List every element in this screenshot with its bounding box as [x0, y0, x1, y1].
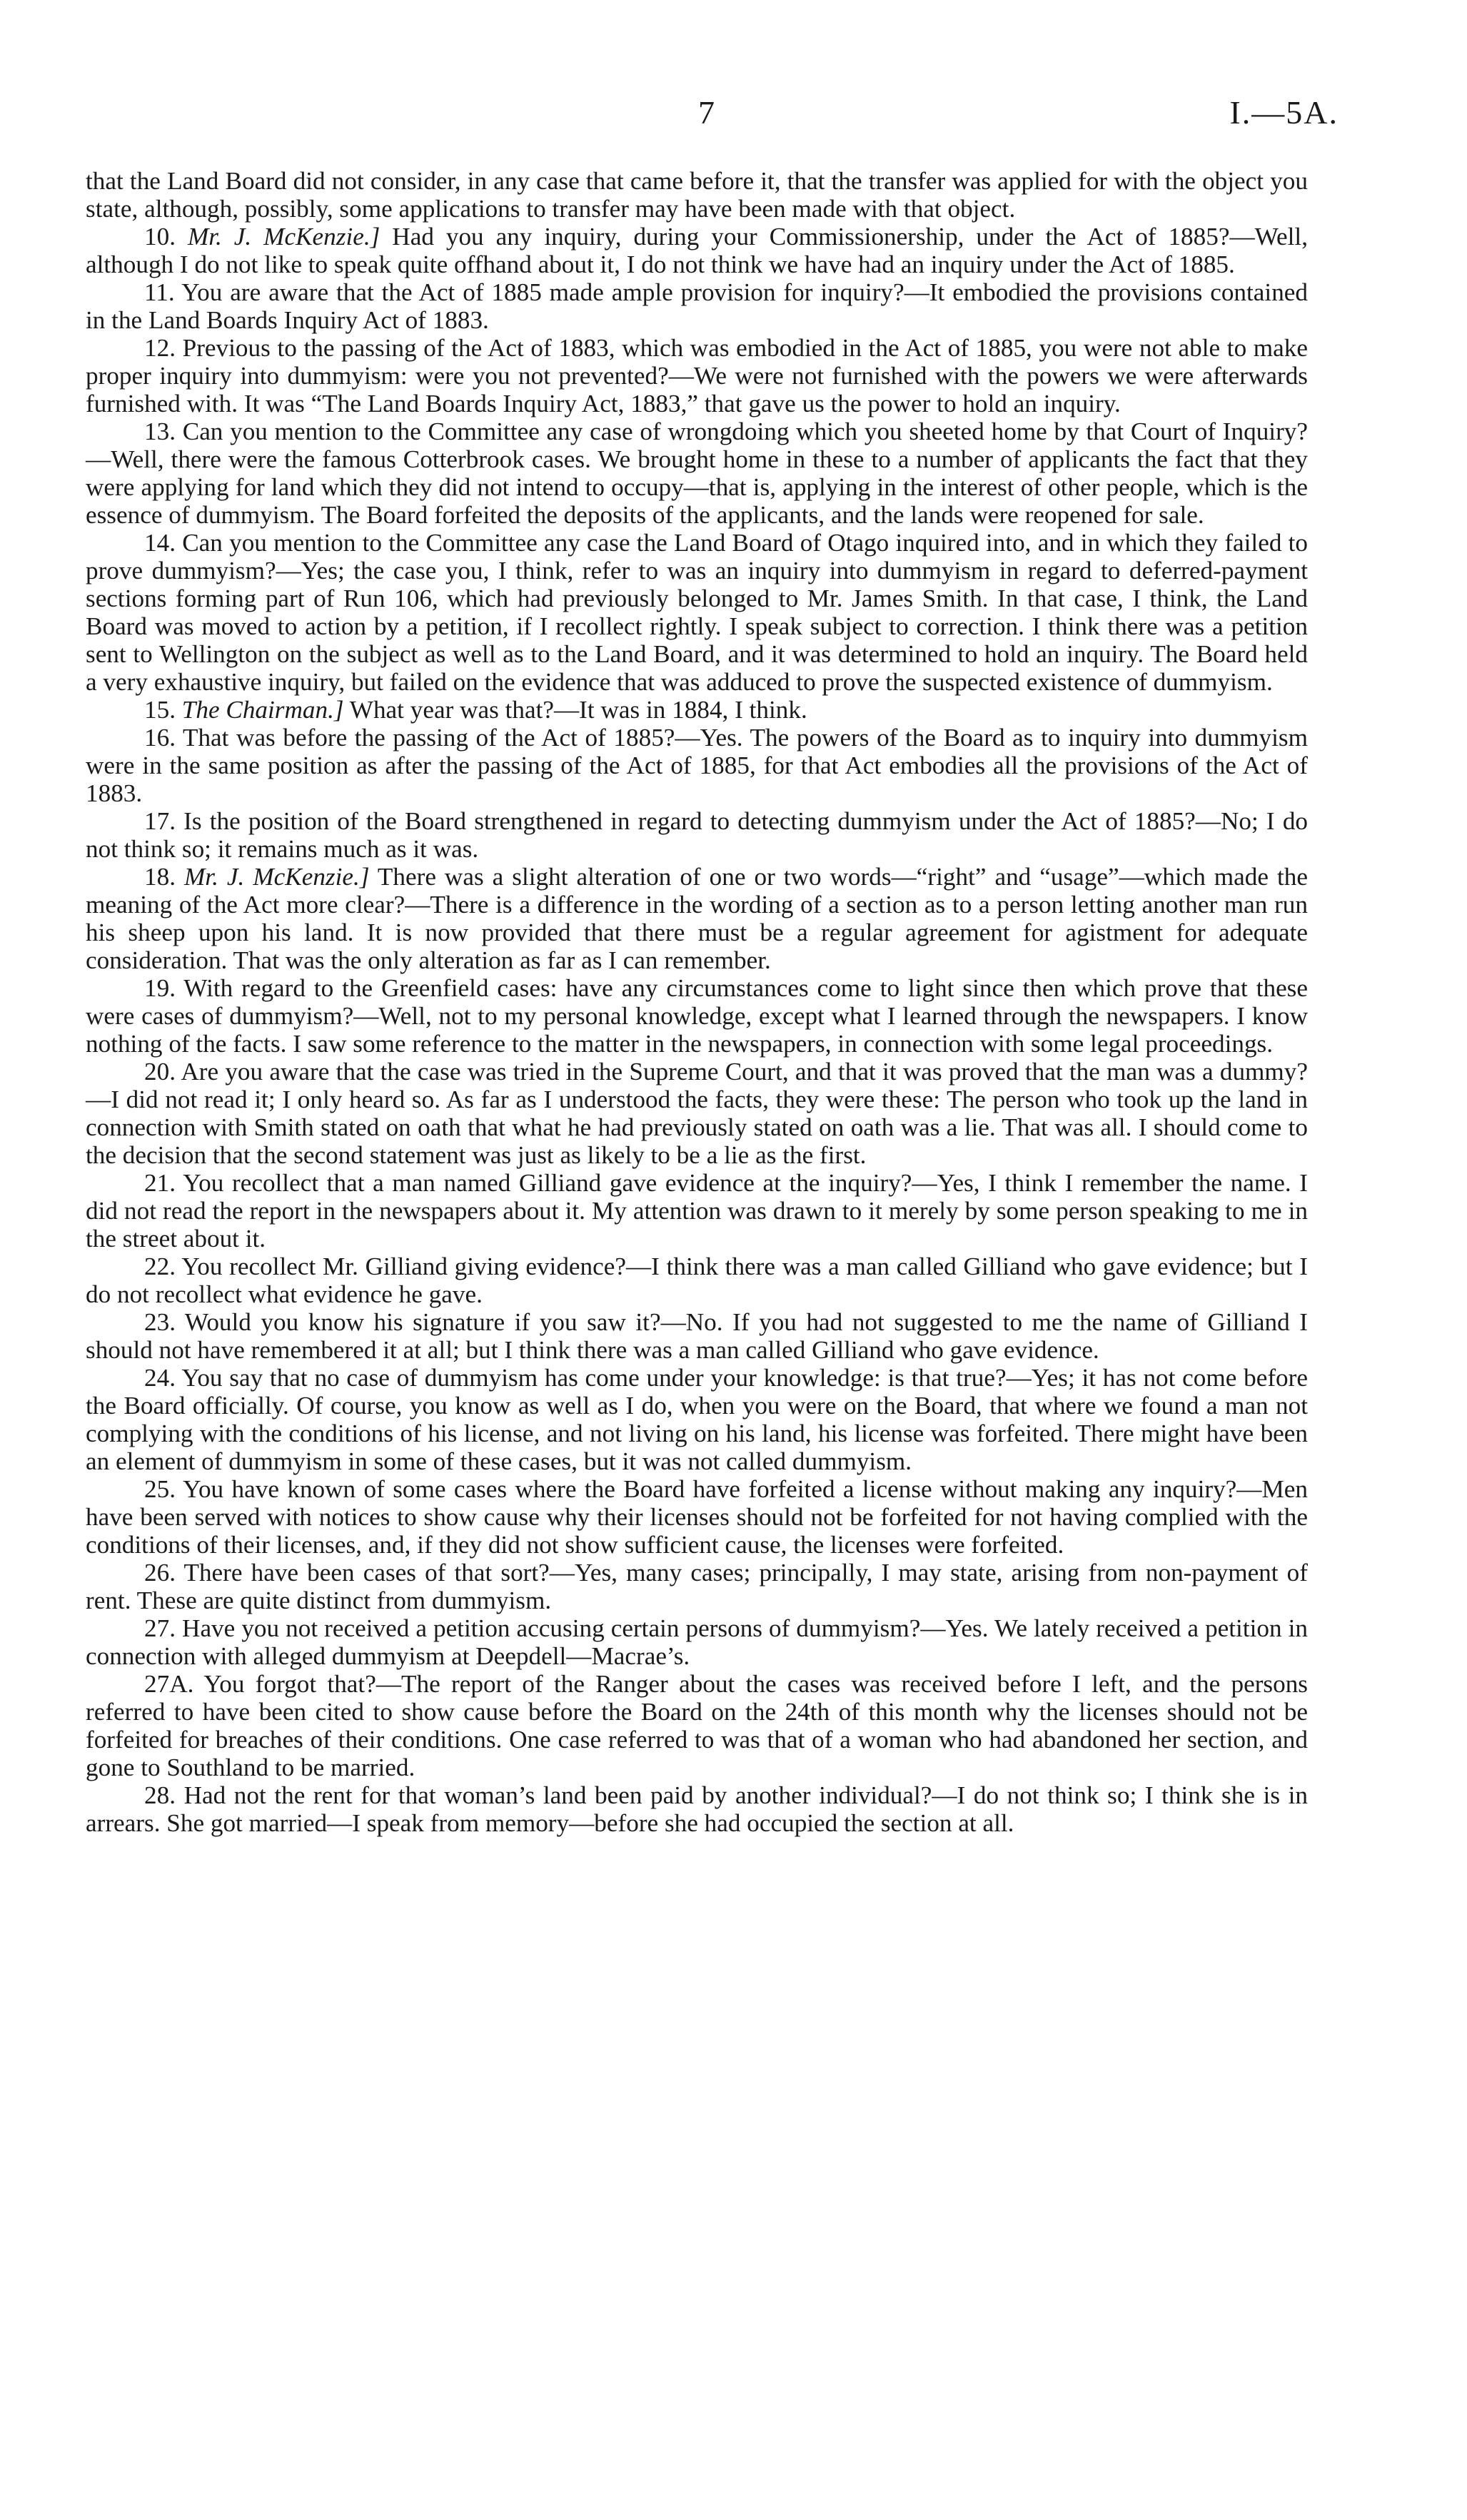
question-number: 11. [144, 278, 175, 306]
question-number: 26. [144, 1559, 176, 1587]
question-text: You forgot that?—The report of the Ranger about the cases was received before I left, and the persons referred to have been cited to show cause before the Board on the 24th of this month why the licenses should not be forfeited for breaches of their conditions. One case referred to was that of a woman who had abandoned her section, and gone to Southland to be married. [86, 1670, 1308, 1781]
question-paragraph [86, 223, 1308, 278]
question-text: Had you any inquiry, during your Commissionership, under the Act of 1885?—Well, although I do not like to speak quite offhand about it, I do not think we have had an inquiry under the Act of 1885. [86, 223, 1308, 278]
question-paragraph [86, 1253, 1308, 1308]
question-number: 10. [144, 223, 176, 251]
speaker-name: Mr. J. McKenzie.] [184, 863, 370, 891]
question-number: 16. [144, 724, 176, 752]
question-text: Can you mention to the Committee any case of wrongdoing which you sheeted home by that Court of Inquiry?—Well, there were the famous Cotterbrook cases. We brought home in these to a number of applicants the fact that they were applying for land which they did not intend to occupy—that is, applying in the interest of other people, which is the essence of dummyism. The Board forfeited the deposits of the applicants, and the lands were reopened for sale. [86, 418, 1309, 529]
question-text: Is the position of the Board strengthened in regard to detecting dummyism under the Act of 1885?—No; I do not think so; it remains much as it was. [86, 807, 1309, 863]
question-number: 18. [144, 863, 176, 891]
question-paragraph [86, 334, 1308, 418]
question-text: You have known of some cases where the Board have forfeited a license without making any inquiry?—Men have been served with notices to show cause why their licenses should not be forfeited for not having complied with the conditions of their licenses, and, if they did not show sufficient cause, the licenses were forfeited. [86, 1475, 1308, 1559]
question-text: Have you not received a petition accusing certain persons of dummyism?—Yes. We lately received a petition in connection with alleged dummyism at Deepdell—Macrae’s. [86, 1614, 1308, 1670]
paper-reference: I.—5A. [1229, 94, 1339, 131]
question-list [86, 223, 1308, 1837]
question-number: 25. [144, 1475, 176, 1503]
question-number: 28. [144, 1781, 176, 1809]
question-text: Can you mention to the Committee any case the Land Board of Otago inquired into, and in which they failed to prove dummyism?—Yes; the case you, I think, refer to was an inquiry into dummyism in regard to deferred-payment sections forming part of Run 106, which had previously belonged to Mr. James Smith. In that case, I think, the Land Board was moved to action by a petition, if I recollect rightly. I speak subject to correction. I think there was a petition sent to Wellington on the subject as well as to the Land Board, and it was determined to hold an inquiry. The Board held a very exhaustive inquiry, but failed on the evidence that was adduced to prove the suspected existence of dummyism. [86, 529, 1308, 696]
question-text: Would you know his signature if you saw it?—No. If you had not suggested to me the name of Gilliand I should not have remembered it at all; but I think there was a man called Gilliand who gave evidence. [86, 1308, 1308, 1364]
question-text: You are aware that the Act of 1885 made ample provision for inquiry?—It embodied the provisions contained in the Land Boards Inquiry Act of 1883. [86, 278, 1309, 334]
question-number: 13. [144, 418, 176, 445]
question-paragraph [86, 278, 1308, 334]
question-text: Previous to the passing of the Act of 1883, which was embodied in the Act of 1885, you were not able to make proper inquiry into dummyism: were you not prevented?—We were not furnished with the powers we were afterwards furnished with. It was “The Land Boards Inquiry Act, 1883,” that gave us the power to hold an inquiry. [86, 334, 1309, 418]
speaker-name: Mr. J. McKenzie.] [187, 223, 380, 251]
question-text: Had not the rent for that woman’s land been paid by another individual?—I do not think so; I think she is in arrears. She got married—I speak from memory—before she had occupied the section at all. [86, 1781, 1308, 1837]
question-number: 19. [144, 974, 176, 1002]
question-text: That was before the passing of the Act of 1885?—Yes. The powers of the Board as to inquiry into dummyism were in the same position as after the passing of the Act of 1885, for that Act embodies all the provisions of the Act of 1883. [86, 724, 1308, 807]
question-number: 17. [144, 807, 176, 835]
question-paragraph [86, 529, 1308, 696]
question-paragraph [86, 1670, 1308, 1781]
continuation-paragraph: that the Land Board did not consider, in any case that came before it, that the transfer was applied for with the object you state, although, possibly, some applications to transfer may have been made with that object. [86, 167, 1308, 223]
document-body [86, 167, 1308, 1837]
question-text: What year was that?—It was in 1884, I think. [349, 696, 807, 724]
question-paragraph [86, 418, 1308, 529]
question-number: 27. [144, 1614, 176, 1642]
question-number: 21. [144, 1169, 176, 1197]
question-text: You recollect Mr. Gilliand giving evidence?—I think there was a man called Gilliand who gave evidence; but I do not recollect what evidence he gave. [86, 1253, 1308, 1308]
question-paragraph [86, 974, 1308, 1058]
question-paragraph [86, 1308, 1308, 1364]
question-paragraph [86, 696, 1308, 724]
page-header [0, 93, 1467, 136]
question-paragraph [86, 807, 1308, 863]
question-text: There was a slight alteration of one or two words—“right” and “usage”—which made the meaning of the Act more clear?—There is a difference in the wording of a section as to a person letting another man run his sheep upon his land. It is now provided that there must be a regular agreement for agistment for adequate consideration. That was the only alteration as far as I can remember. [86, 863, 1308, 974]
question-paragraph [86, 1614, 1308, 1670]
question-text: Are you aware that the case was tried in the Supreme Court, and that it was proved that the man was a dummy?—I did not read it; I only heard so. As far as I understood the facts, they were these: The person who took up the land in connection with Smith stated on oath that what he had previously stated on oath was a lie. That was all. I should come to the decision that the second statement was just as likely to be a lie as the first. [86, 1058, 1308, 1169]
question-number: 15. [144, 696, 176, 724]
question-text: You recollect that a man named Gilliand gave evidence at the inquiry?—Yes, I think I remember the name. I did not read the report in the newspapers about it. My attention was drawn to it merely by some person speaking to me in the street about it. [86, 1169, 1308, 1253]
question-paragraph [86, 724, 1308, 807]
question-text: With regard to the Greenfield cases: have any circumstances come to light since then which prove that these were cases of dummyism?—Well, not to my personal knowledge, except what I learned through the newspapers. I know nothing of the facts. I saw some reference to the matter in the newspapers, in connection with some legal proceedings. [86, 974, 1308, 1058]
question-number: 27A. [144, 1670, 194, 1698]
question-number: 12. [144, 334, 176, 362]
question-text: You say that no case of dummyism has come under your knowledge: is that true?—Yes; it has not come before the Board officially. Of course, you know as well as I do, when you were on the Board, that where we found a man not complying with the conditions of his license, and not living on his land, his license was forfeited. There might have been an element of dummyism in some of these cases, but it was not called dummyism. [86, 1364, 1308, 1475]
question-paragraph [86, 1058, 1308, 1169]
page-number: 7 [698, 94, 715, 131]
question-number: 20. [144, 1058, 176, 1086]
question-number: 14. [144, 529, 176, 557]
question-paragraph [86, 863, 1308, 974]
question-number: 23. [144, 1308, 176, 1336]
question-paragraph [86, 1559, 1308, 1614]
question-paragraph [86, 1364, 1308, 1475]
question-paragraph [86, 1475, 1308, 1559]
question-paragraph [86, 1781, 1308, 1837]
question-number: 24. [144, 1364, 176, 1392]
speaker-name: The Chairman.] [181, 696, 344, 724]
question-text: There have been cases of that sort?—Yes, many cases; principally, I may state, arising from non-payment of rent. These are quite distinct from dummyism. [86, 1559, 1308, 1614]
question-number: 22. [144, 1253, 176, 1280]
question-paragraph [86, 1169, 1308, 1253]
